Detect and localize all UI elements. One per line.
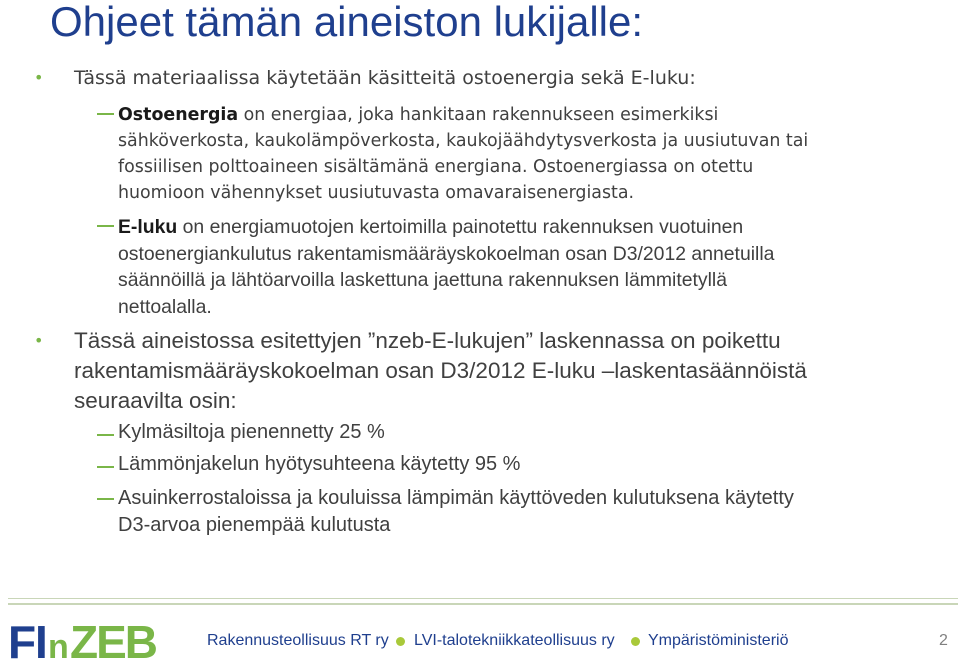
subbullet-e-luku-text (118, 214, 918, 320)
text-line: Asuinkerrostaloissa ja kouluissa lämpimän käyttöveden kulutuksena käytetty (118, 487, 794, 509)
page-title: Ohjeet tämän aineiston lukijalle: (50, 0, 644, 45)
subbullet-text (118, 485, 918, 539)
text-line: huomioon vähennykset uusiutuvasta omavaraisenergiasta. (118, 183, 635, 203)
bullet-dot-icon: • (34, 331, 44, 350)
bullet-2-text (74, 326, 934, 416)
svg-text:F: F (8, 616, 35, 664)
footer-org-rt: Rakennusteollisuus RT ry (207, 632, 389, 649)
footer-divider (8, 598, 958, 599)
finzeb-logo (8, 614, 188, 664)
footer-org-ym: Ympäristöministeriö (648, 632, 789, 649)
footer-dot-icon (396, 637, 405, 646)
dash-icon (97, 225, 114, 227)
term-ostoenergia: Ostoenergia (118, 105, 239, 125)
bullet-dot-icon: • (34, 68, 44, 87)
subbullet-text: Lämmönjakelun hyötysuhteena käytetty 95 % (118, 453, 521, 475)
bullet-1-text: Tässä materiaalissa käytetään käsitteitä ostoenergia sekä E-luku: (74, 67, 696, 89)
footer-org-lvi: LVI-talotekniikkateollisuus ry (414, 632, 615, 649)
svg-text:I: I (35, 616, 48, 664)
dash-icon (97, 113, 114, 115)
dash-icon (97, 466, 114, 468)
dash-icon (97, 498, 114, 500)
text-line: fossiilisen polttoaineen sisältämänä energiana. Ostoenergiassa on otettu (118, 157, 754, 177)
text-line: on energiamuotojen kertoimilla painotettu rakennuksen vuotuinen (177, 216, 744, 238)
text-line: D3-arvoa pienempää kulutusta (118, 514, 391, 536)
text-line: on energiaa, joka hankitaan rakennukseen esimerkiksi (238, 105, 719, 125)
term-e-luku: E-luku (118, 216, 178, 238)
text-line: seuraavilta osin: (74, 388, 237, 413)
text-line: Tässä aineistossa esitettyjen ”nzeb-E-lukujen” laskennassa on poikettu (74, 328, 781, 353)
footer-divider (8, 603, 958, 605)
svg-text:ZEB: ZEB (70, 616, 156, 664)
page-number: 2 (939, 632, 948, 649)
text-line: rakentamismääräyskokoelman osan D3/2012 E-luku –laskentasäännöistä (74, 358, 807, 383)
dash-icon (97, 434, 114, 436)
text-line: nettoalalla. (118, 295, 212, 318)
subbullet-ostoenergia-text (118, 102, 918, 206)
text-line: sähköverkosta, kaukolämpöverkosta, kaukojäähdytysverkosta ja uusiutuvan tai (118, 131, 809, 151)
text-line: säännöillä ja lähtöarvoilla laskettuna jaettuna rakennuksen lämmitetyllä (118, 269, 728, 291)
svg-text:n: n (48, 628, 69, 664)
subbullet-text: Kylmäsiltoja pienennetty 25 % (118, 421, 385, 443)
text-line: ostoenergiankulutus rakentamismääräyskokoelman osan D3/2012 annetuilla (118, 242, 775, 265)
footer-dot-icon (631, 637, 640, 646)
